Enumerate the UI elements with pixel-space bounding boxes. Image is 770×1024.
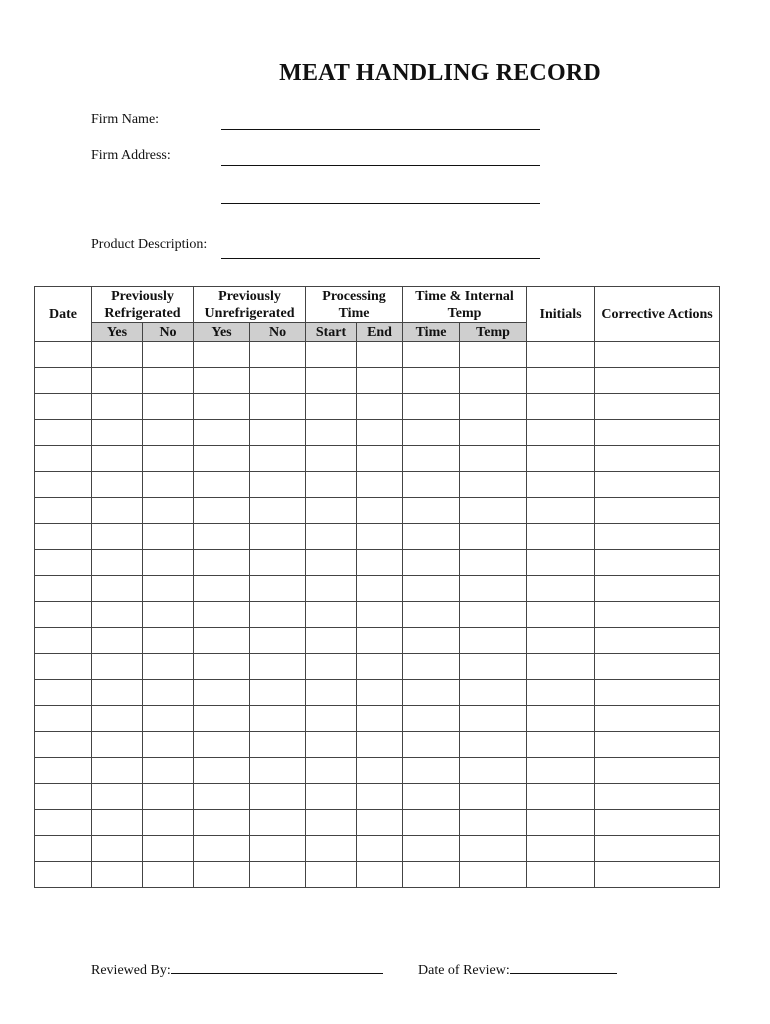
table-cell[interactable] (403, 732, 460, 758)
table-cell[interactable] (306, 680, 357, 706)
table-cell[interactable] (357, 446, 403, 472)
table-cell[interactable] (92, 394, 143, 420)
table-row (35, 576, 720, 602)
table-cell[interactable] (357, 420, 403, 446)
table-cell[interactable] (595, 810, 720, 836)
table-cell[interactable] (35, 654, 92, 680)
table-cell[interactable] (403, 394, 460, 420)
product-description-label: Product Description: (91, 237, 208, 252)
table-cell[interactable] (250, 836, 306, 862)
table-cell[interactable] (35, 706, 92, 732)
table-cell[interactable] (250, 680, 306, 706)
table-cell[interactable] (143, 706, 194, 732)
corrective-actions-header: Corrective Actions (595, 287, 720, 342)
table-cell[interactable] (194, 394, 250, 420)
table-cell[interactable] (357, 576, 403, 602)
initials-header: Initials (527, 287, 595, 342)
ref-yes-header: Yes (92, 323, 143, 342)
table-cell[interactable] (143, 758, 194, 784)
table-cell[interactable] (460, 498, 527, 524)
table-cell[interactable] (143, 628, 194, 654)
table-cell[interactable] (403, 706, 460, 732)
table-cell[interactable] (527, 602, 595, 628)
table-cell[interactable] (35, 810, 92, 836)
table-cell[interactable] (403, 420, 460, 446)
table-cell[interactable] (92, 368, 143, 394)
table-cell[interactable] (460, 420, 527, 446)
table-cell[interactable] (357, 628, 403, 654)
firm-address-label: Firm Address: (91, 148, 171, 163)
table-cell[interactable] (306, 810, 357, 836)
prev-unrefrigerated-header: Previously Unrefrigerated (194, 287, 306, 323)
table-cell[interactable] (595, 368, 720, 394)
firm-address-field-2[interactable] (221, 187, 540, 204)
table-cell[interactable] (306, 628, 357, 654)
table-cell[interactable] (250, 758, 306, 784)
table-cell[interactable] (357, 342, 403, 368)
table-cell[interactable] (403, 368, 460, 394)
table-cell[interactable] (595, 472, 720, 498)
table-cell[interactable] (595, 576, 720, 602)
table-row (35, 732, 720, 758)
table-row (35, 628, 720, 654)
table-cell[interactable] (460, 576, 527, 602)
table-cell[interactable] (143, 810, 194, 836)
table-cell[interactable] (357, 394, 403, 420)
table-cell[interactable] (403, 628, 460, 654)
table-cell[interactable] (527, 706, 595, 732)
table-cell[interactable] (595, 836, 720, 862)
table-cell[interactable] (595, 732, 720, 758)
table-cell[interactable] (35, 368, 92, 394)
table-cell[interactable] (92, 602, 143, 628)
table-cell[interactable] (143, 680, 194, 706)
table-cell[interactable] (527, 472, 595, 498)
table-row (35, 810, 720, 836)
table-cell[interactable] (527, 680, 595, 706)
end-header: End (357, 323, 403, 342)
table-cell[interactable] (92, 498, 143, 524)
table-cell[interactable] (35, 680, 92, 706)
table-cell[interactable] (357, 732, 403, 758)
table-cell[interactable] (595, 394, 720, 420)
table-cell[interactable] (194, 784, 250, 810)
table-cell[interactable] (92, 342, 143, 368)
table-cell[interactable] (306, 524, 357, 550)
table-cell[interactable] (143, 394, 194, 420)
table-cell[interactable] (527, 368, 595, 394)
table-cell[interactable] (250, 550, 306, 576)
table-cell[interactable] (250, 810, 306, 836)
table-cell[interactable] (357, 862, 403, 888)
table-cell[interactable] (92, 862, 143, 888)
table-cell[interactable] (250, 368, 306, 394)
table-cell[interactable] (35, 446, 92, 472)
table-cell[interactable] (460, 862, 527, 888)
table-cell[interactable] (35, 628, 92, 654)
table-cell[interactable] (460, 836, 527, 862)
temp-header: Temp (460, 323, 527, 342)
table-cell[interactable] (35, 472, 92, 498)
table-cell[interactable] (194, 758, 250, 784)
product-description-field[interactable] (221, 242, 540, 259)
table-cell[interactable] (595, 602, 720, 628)
table-cell[interactable] (35, 758, 92, 784)
table-row (35, 420, 720, 446)
table-cell[interactable] (460, 732, 527, 758)
table-cell[interactable] (357, 498, 403, 524)
table-cell[interactable] (460, 368, 527, 394)
table-cell[interactable] (595, 654, 720, 680)
table-cell[interactable] (403, 758, 460, 784)
table-cell[interactable] (143, 342, 194, 368)
table-cell[interactable] (527, 550, 595, 576)
table-cell[interactable] (527, 498, 595, 524)
table-cell[interactable] (250, 628, 306, 654)
table-cell[interactable] (250, 602, 306, 628)
table-cell[interactable] (403, 550, 460, 576)
table-cell[interactable] (460, 680, 527, 706)
table-cell[interactable] (595, 342, 720, 368)
table-cell[interactable] (460, 654, 527, 680)
table-cell[interactable] (527, 784, 595, 810)
table-cell[interactable] (306, 420, 357, 446)
table-cell[interactable] (250, 654, 306, 680)
table-row (35, 654, 720, 680)
table-cell[interactable] (143, 368, 194, 394)
table-cell[interactable] (595, 784, 720, 810)
table-row (35, 758, 720, 784)
table-cell[interactable] (194, 368, 250, 394)
table-cell[interactable] (194, 680, 250, 706)
date-header: Date (35, 287, 92, 342)
table-row (35, 862, 720, 888)
table-cell[interactable] (460, 446, 527, 472)
table-cell[interactable] (403, 472, 460, 498)
table-cell[interactable] (403, 342, 460, 368)
table-row (35, 472, 720, 498)
table-cell[interactable] (250, 576, 306, 602)
table-row (35, 550, 720, 576)
table-cell[interactable] (92, 446, 143, 472)
table-cell[interactable] (194, 706, 250, 732)
form-title: MEAT HANDLING RECORD (279, 60, 601, 86)
table-cell[interactable] (527, 576, 595, 602)
table-cell[interactable] (250, 732, 306, 758)
table-cell[interactable] (403, 836, 460, 862)
table-cell[interactable] (194, 628, 250, 654)
table-cell[interactable] (250, 420, 306, 446)
table-cell[interactable] (357, 784, 403, 810)
table-cell[interactable] (143, 420, 194, 446)
firm-address-field-1[interactable] (221, 149, 540, 166)
table-cell[interactable] (306, 706, 357, 732)
table-cell[interactable] (403, 784, 460, 810)
table-cell[interactable] (403, 862, 460, 888)
header-row (35, 287, 720, 323)
table-cell[interactable] (527, 862, 595, 888)
table-cell[interactable] (35, 342, 92, 368)
table-cell[interactable] (143, 472, 194, 498)
table-cell[interactable] (250, 394, 306, 420)
table-cell[interactable] (194, 862, 250, 888)
table-cell[interactable] (194, 732, 250, 758)
table-cell[interactable] (194, 602, 250, 628)
table-cell[interactable] (460, 524, 527, 550)
table-cell[interactable] (35, 550, 92, 576)
table-cell[interactable] (357, 680, 403, 706)
table-cell[interactable] (306, 394, 357, 420)
unref-no-header: No (250, 323, 306, 342)
table-cell[interactable] (143, 498, 194, 524)
table-cell[interactable] (92, 810, 143, 836)
firm-name-field[interactable] (221, 113, 540, 130)
time-header: Time (403, 323, 460, 342)
processing-time-header: Processing Time (306, 287, 403, 323)
table-cell[interactable] (403, 576, 460, 602)
table-cell[interactable] (306, 342, 357, 368)
table-row (35, 680, 720, 706)
table-cell[interactable] (306, 784, 357, 810)
table-cell[interactable] (143, 836, 194, 862)
table-cell[interactable] (403, 498, 460, 524)
table-cell[interactable] (306, 446, 357, 472)
table-cell[interactable] (92, 784, 143, 810)
table-cell[interactable] (194, 420, 250, 446)
table-cell[interactable] (357, 368, 403, 394)
table-cell[interactable] (143, 446, 194, 472)
table-cell[interactable] (357, 810, 403, 836)
table-cell[interactable] (194, 810, 250, 836)
table-cell[interactable] (595, 706, 720, 732)
table-cell[interactable] (35, 394, 92, 420)
table-cell[interactable] (35, 524, 92, 550)
table-cell[interactable] (306, 654, 357, 680)
table-cell[interactable] (92, 420, 143, 446)
table-cell[interactable] (595, 862, 720, 888)
table-cell[interactable] (357, 654, 403, 680)
table-row (35, 446, 720, 472)
table-cell[interactable] (460, 342, 527, 368)
table-cell[interactable] (35, 576, 92, 602)
table-cell[interactable] (92, 550, 143, 576)
table-cell[interactable] (595, 524, 720, 550)
firm-name-label: Firm Name: (91, 112, 160, 127)
table-cell[interactable] (35, 602, 92, 628)
table-cell[interactable] (403, 446, 460, 472)
table-cell[interactable] (460, 550, 527, 576)
table-row (35, 524, 720, 550)
prev-refrigerated-header: Previously Refrigerated (92, 287, 194, 323)
table-cell[interactable] (92, 524, 143, 550)
table-cell[interactable] (306, 862, 357, 888)
table-cell[interactable] (357, 758, 403, 784)
table-cell[interactable] (194, 576, 250, 602)
table-cell[interactable] (92, 654, 143, 680)
table-cell[interactable] (403, 654, 460, 680)
table-cell[interactable] (306, 498, 357, 524)
table-cell[interactable] (527, 342, 595, 368)
table-cell[interactable] (194, 342, 250, 368)
table-cell[interactable] (194, 550, 250, 576)
table-cell[interactable] (595, 498, 720, 524)
table-cell[interactable] (92, 576, 143, 602)
table-cell[interactable] (403, 680, 460, 706)
table-cell[interactable] (143, 862, 194, 888)
date-of-review (418, 960, 617, 979)
table-row (35, 342, 720, 368)
table-cell[interactable] (92, 628, 143, 654)
table-cell[interactable] (595, 628, 720, 654)
table-cell[interactable] (595, 550, 720, 576)
table-cell[interactable] (35, 862, 92, 888)
table-cell[interactable] (250, 342, 306, 368)
table-cell[interactable] (306, 602, 357, 628)
unref-yes-header: Yes (194, 323, 250, 342)
table-cell[interactable] (357, 550, 403, 576)
table-cell[interactable] (306, 368, 357, 394)
table-cell[interactable] (250, 446, 306, 472)
table-body (35, 342, 720, 888)
table-cell[interactable] (357, 836, 403, 862)
table-cell[interactable] (92, 472, 143, 498)
table-cell[interactable] (527, 628, 595, 654)
reviewed-by (91, 960, 383, 979)
table-cell[interactable] (460, 810, 527, 836)
table-cell[interactable] (403, 524, 460, 550)
table-cell[interactable] (143, 524, 194, 550)
table-cell[interactable] (357, 706, 403, 732)
table-cell[interactable] (143, 576, 194, 602)
table-row (35, 784, 720, 810)
table-cell[interactable] (250, 472, 306, 498)
table-cell[interactable] (403, 810, 460, 836)
table-row (35, 602, 720, 628)
date-of-review-field[interactable] (510, 960, 617, 974)
table-cell[interactable] (527, 836, 595, 862)
table-cell[interactable] (143, 784, 194, 810)
table-cell[interactable] (527, 732, 595, 758)
table-cell[interactable] (35, 836, 92, 862)
table-cell[interactable] (92, 706, 143, 732)
table-row (35, 498, 720, 524)
table-cell[interactable] (143, 550, 194, 576)
table-cell[interactable] (595, 680, 720, 706)
table-cell[interactable] (306, 576, 357, 602)
reviewed-by-field[interactable] (171, 960, 383, 974)
table-cell[interactable] (92, 758, 143, 784)
table-cell[interactable] (460, 602, 527, 628)
table-cell[interactable] (306, 732, 357, 758)
table-cell[interactable] (250, 862, 306, 888)
table-cell[interactable] (194, 498, 250, 524)
table-cell[interactable] (527, 758, 595, 784)
table-cell[interactable] (92, 836, 143, 862)
table-cell[interactable] (250, 784, 306, 810)
table-cell[interactable] (527, 654, 595, 680)
start-header: Start (306, 323, 357, 342)
table-cell[interactable] (357, 602, 403, 628)
table-cell[interactable] (250, 498, 306, 524)
table-cell[interactable] (143, 732, 194, 758)
table-cell[interactable] (460, 628, 527, 654)
table-cell[interactable] (527, 420, 595, 446)
table-cell[interactable] (403, 602, 460, 628)
table-row (35, 394, 720, 420)
table-cell[interactable] (527, 810, 595, 836)
table-cell[interactable] (595, 758, 720, 784)
table-cell[interactable] (143, 602, 194, 628)
time-internal-temp-header: Time & Internal Temp (403, 287, 527, 323)
table-cell[interactable] (92, 680, 143, 706)
table-cell[interactable] (35, 732, 92, 758)
table-cell[interactable] (357, 524, 403, 550)
table-cell[interactable] (595, 446, 720, 472)
table-cell[interactable] (460, 784, 527, 810)
table-cell[interactable] (306, 550, 357, 576)
table-row (35, 836, 720, 862)
table-cell[interactable] (306, 836, 357, 862)
table-cell[interactable] (527, 524, 595, 550)
table-row (35, 706, 720, 732)
ref-no-header: No (143, 323, 194, 342)
table-cell[interactable] (250, 524, 306, 550)
table-cell[interactable] (194, 446, 250, 472)
table-cell[interactable] (306, 472, 357, 498)
table-cell[interactable] (35, 498, 92, 524)
table-cell[interactable] (35, 784, 92, 810)
table-cell[interactable] (527, 394, 595, 420)
table-cell[interactable] (527, 446, 595, 472)
table-cell[interactable] (460, 758, 527, 784)
meat-handling-table (34, 286, 720, 888)
table-cell[interactable] (194, 836, 250, 862)
table-cell[interactable] (194, 524, 250, 550)
table-cell[interactable] (250, 706, 306, 732)
table-cell[interactable] (460, 706, 527, 732)
table-cell[interactable] (595, 420, 720, 446)
table-row (35, 368, 720, 394)
date-of-review-label: Date of Review: (418, 963, 510, 978)
table-cell[interactable] (460, 472, 527, 498)
table-cell[interactable] (143, 654, 194, 680)
table-cell[interactable] (194, 654, 250, 680)
table-cell[interactable] (460, 394, 527, 420)
reviewed-by-label: Reviewed By: (91, 963, 171, 978)
table-cell[interactable] (92, 732, 143, 758)
table-cell[interactable] (194, 472, 250, 498)
table-cell[interactable] (306, 758, 357, 784)
table-cell[interactable] (35, 420, 92, 446)
table-cell[interactable] (357, 472, 403, 498)
